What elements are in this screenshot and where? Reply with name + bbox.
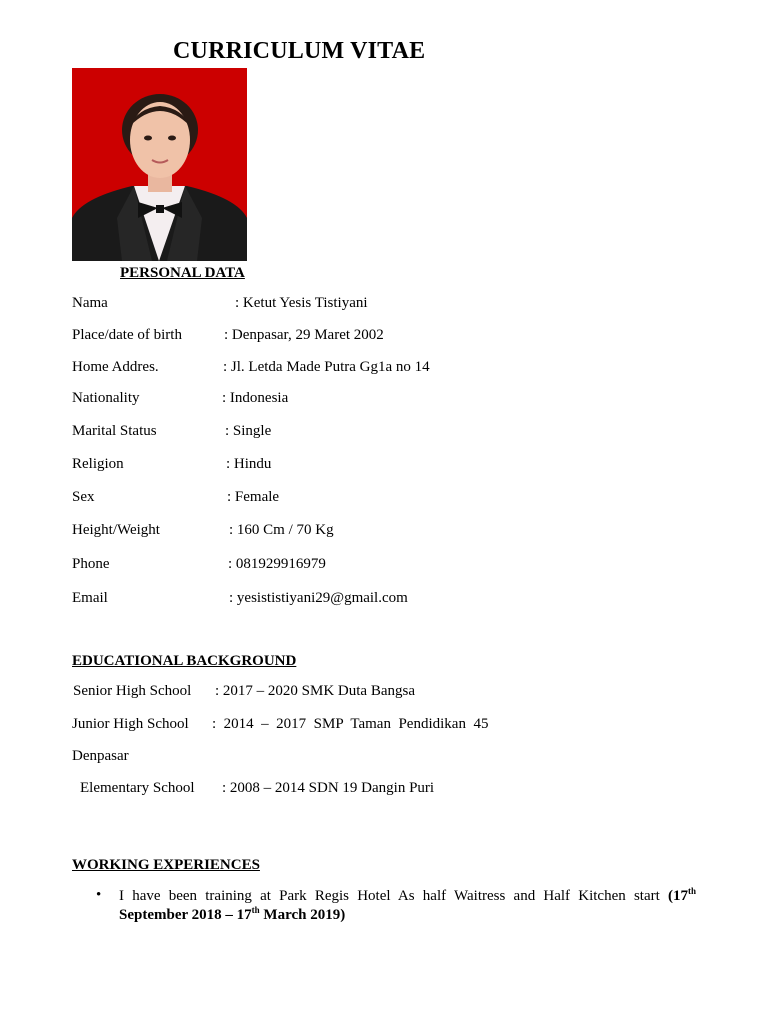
profile-photo bbox=[72, 68, 247, 261]
row-religion-value: : Hindu bbox=[226, 456, 272, 472]
row-birth-label: Place/date of birth bbox=[72, 327, 182, 343]
work-date-open: (17 bbox=[668, 888, 688, 904]
education-heading: EDUCATIONAL BACKGROUND bbox=[72, 653, 297, 669]
row-name-label: Nama bbox=[72, 295, 108, 311]
row-birth-value: : Denpasar, 29 Maret 2002 bbox=[224, 327, 384, 343]
row-email-label: Email bbox=[72, 590, 108, 606]
row-nationality-value: : Indonesia bbox=[222, 390, 289, 406]
work-date-sup-1: th bbox=[688, 886, 697, 896]
junior-high-value: : 2014 – 2017 SMP Taman Pendidikan 45 bbox=[212, 716, 489, 732]
row-height-value: : 160 Cm / 70 Kg bbox=[229, 522, 334, 538]
row-name-value: : Ketut Yesis Tistiyani bbox=[235, 295, 368, 311]
work-description: I have been training at Park Regis Hotel As half Waitress and Half Kitchen start bbox=[119, 888, 660, 904]
work-experience-text bbox=[119, 887, 696, 925]
work-line-2 bbox=[119, 906, 696, 925]
row-religion-label: Religion bbox=[72, 456, 124, 472]
bullet-icon: • bbox=[96, 887, 102, 903]
elementary-value: : 2008 – 2014 SDN 19 Dangin Puri bbox=[222, 780, 435, 796]
junior-high-label: Junior High School bbox=[72, 716, 189, 732]
row-address-label: Home Addres. bbox=[72, 359, 159, 375]
junior-high-value-continued: Denpasar bbox=[72, 748, 129, 764]
row-address-value: : Jl. Letda Made Putra Gg1a no 14 bbox=[223, 359, 430, 375]
row-sex-value: : Female bbox=[227, 489, 280, 505]
senior-high-value: : 2017 – 2020 SMK Duta Bangsa bbox=[215, 683, 415, 699]
work-line-1 bbox=[119, 887, 696, 906]
document-title: CURRICULUM VITAE bbox=[173, 38, 426, 64]
row-email-value: : yesististiyani29@gmail.com bbox=[229, 590, 408, 606]
row-nationality-label: Nationality bbox=[72, 390, 140, 406]
work-date-end: March 2019) bbox=[263, 907, 346, 923]
senior-high-label: Senior High School bbox=[73, 683, 192, 699]
work-date-sup-2: th bbox=[251, 905, 260, 915]
row-height-label: Height/Weight bbox=[72, 522, 160, 538]
elementary-label: Elementary School bbox=[80, 780, 195, 796]
row-sex-label: Sex bbox=[72, 489, 95, 505]
work-date-mid: September 2018 – 17 bbox=[119, 907, 252, 923]
row-marital-label: Marital Status bbox=[72, 423, 157, 439]
personal-data-heading: PERSONAL DATA bbox=[120, 265, 245, 281]
portrait-image bbox=[72, 68, 247, 261]
work-heading: WORKING EXPERIENCES bbox=[72, 857, 260, 873]
row-marital-value: : Single bbox=[225, 423, 272, 439]
row-phone-value: : 081929916979 bbox=[228, 556, 326, 572]
row-phone-label: Phone bbox=[72, 556, 110, 572]
